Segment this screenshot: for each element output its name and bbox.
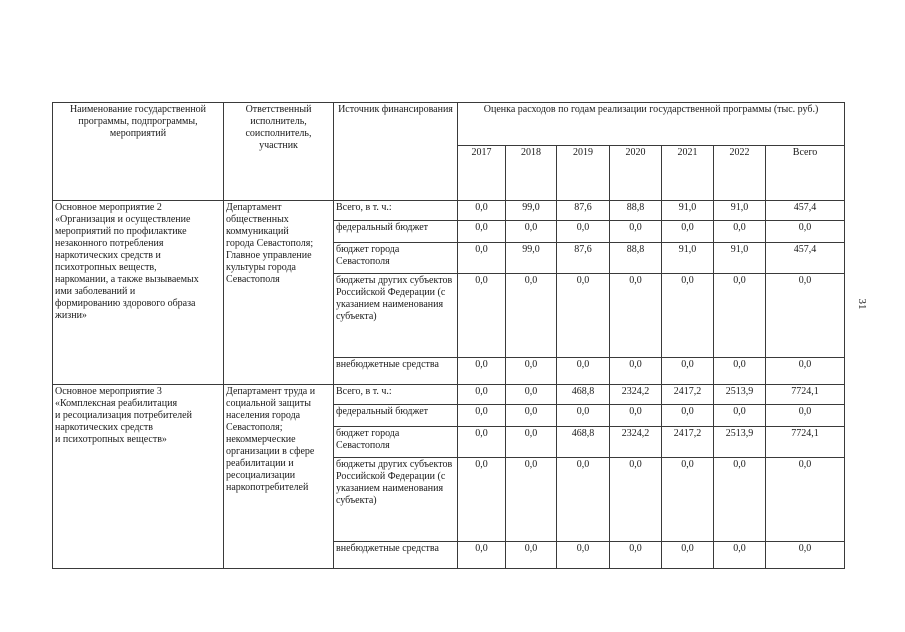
program-cell [53, 385, 224, 569]
program-line: наркотических средств [55, 422, 153, 433]
year-value-cell: 0,0 [506, 542, 557, 569]
responsible-line: коммуникаций [226, 226, 289, 237]
responsible-line: Департамент [226, 202, 282, 213]
year-value-cell: 0,0 [458, 358, 506, 385]
year-value-cell: 468,8 [557, 427, 610, 458]
funding-source-cell: Всего, в т. ч.: [334, 385, 458, 405]
header-source: Источник финансирования [334, 103, 458, 201]
year-value-cell: 0,0 [458, 201, 506, 221]
year-value-cell: 2417,2 [662, 385, 714, 405]
program-line: Основное мероприятие 3 [55, 386, 162, 397]
program-line: психотропных веществ, [55, 262, 157, 273]
program-line: и ресоциализация потребителей [55, 410, 192, 421]
funding-source-cell: бюджет города Севастополя [334, 427, 458, 458]
year-value-cell: 2513,9 [714, 385, 766, 405]
year-value-cell: 0,0 [610, 358, 662, 385]
year-value-cell: 91,0 [662, 243, 714, 274]
header-total: Всего [766, 146, 845, 201]
year-value-cell: 0,0 [458, 385, 506, 405]
program-line: жизни» [55, 310, 87, 321]
header-year: 2019 [557, 146, 610, 201]
responsible-cell [224, 201, 334, 385]
table-row [53, 201, 845, 221]
year-value-cell: 0,0 [714, 542, 766, 569]
year-value-cell: 0,0 [662, 274, 714, 358]
budget-table [52, 102, 845, 569]
responsible-line: культуры города [226, 262, 296, 273]
responsible-line: Севастополя; [226, 422, 283, 433]
year-value-cell: 91,0 [714, 201, 766, 221]
funding-source-cell: Всего, в т. ч.: [334, 201, 458, 221]
program-cell [53, 201, 224, 385]
responsible-line: населения города [226, 410, 301, 421]
total-value-cell: 0,0 [766, 358, 845, 385]
total-value-cell: 0,0 [766, 542, 845, 569]
header-program: Наименование государственной программы, подпрограммы, мероприятий [53, 103, 224, 201]
program-line: и психотропных веществ» [55, 434, 167, 445]
table-header [53, 103, 845, 201]
year-value-cell: 0,0 [662, 405, 714, 427]
year-value-cell: 91,0 [714, 243, 766, 274]
year-value-cell: 0,0 [610, 542, 662, 569]
year-value-cell: 0,0 [557, 405, 610, 427]
responsible-line: Главное управление [226, 250, 312, 261]
program-line: мероприятий по профилактике [55, 226, 187, 237]
program-line: ими заболеваний и [55, 286, 136, 297]
year-value-cell: 0,0 [557, 458, 610, 542]
year-value-cell: 0,0 [458, 542, 506, 569]
header-year: 2022 [714, 146, 766, 201]
year-value-cell: 0,0 [557, 542, 610, 569]
program-line: «Комплексная реабилитация [55, 398, 178, 409]
year-value-cell: 0,0 [458, 458, 506, 542]
responsible-line: реабилитации и [226, 458, 294, 469]
year-value-cell: 0,0 [506, 274, 557, 358]
header-year: 2021 [662, 146, 714, 201]
year-value-cell: 0,0 [557, 221, 610, 243]
header-estimate: Оценка расходов по годам реализации государственной программы (тыс. руб.) [458, 103, 845, 146]
year-value-cell: 88,8 [610, 243, 662, 274]
year-value-cell: 88,8 [610, 201, 662, 221]
total-value-cell: 0,0 [766, 405, 845, 427]
year-value-cell: 0,0 [610, 221, 662, 243]
program-line: формированию здорового образа [55, 298, 196, 309]
year-value-cell: 2417,2 [662, 427, 714, 458]
year-value-cell: 0,0 [714, 458, 766, 542]
year-value-cell: 0,0 [610, 274, 662, 358]
funding-source-cell: федеральный бюджет [334, 221, 458, 243]
table-row [53, 385, 845, 405]
total-value-cell: 0,0 [766, 458, 845, 542]
year-value-cell: 0,0 [662, 542, 714, 569]
responsible-line: организации в сфере [226, 446, 315, 457]
year-value-cell: 0,0 [714, 221, 766, 243]
responsible-line: Департамент труда и [226, 386, 316, 397]
program-line: наркотических средств и [55, 250, 161, 261]
year-value-cell: 0,0 [458, 274, 506, 358]
year-value-cell: 0,0 [458, 221, 506, 243]
funding-source-cell: бюджеты других субъектов Российской Федерации (с указанием наименования субъекта) [334, 458, 458, 542]
year-value-cell: 0,0 [557, 274, 610, 358]
year-value-cell: 87,6 [557, 243, 610, 274]
total-value-cell: 7724,1 [766, 427, 845, 458]
year-value-cell: 0,0 [557, 358, 610, 385]
year-value-cell: 99,0 [506, 201, 557, 221]
year-value-cell: 0,0 [610, 458, 662, 542]
year-value-cell: 2513,9 [714, 427, 766, 458]
page-number: 31 [856, 298, 868, 310]
header-year: 2017 [458, 146, 506, 201]
year-value-cell: 87,6 [557, 201, 610, 221]
header-year: 2020 [610, 146, 662, 201]
year-value-cell: 0,0 [506, 221, 557, 243]
year-value-cell: 0,0 [506, 405, 557, 427]
program-line: Основное мероприятие 2 [55, 202, 162, 213]
year-value-cell: 0,0 [458, 405, 506, 427]
responsible-line: наркопотребителей [226, 482, 309, 493]
funding-source-cell: внебюджетные средства [334, 358, 458, 385]
total-value-cell: 7724,1 [766, 385, 845, 405]
year-value-cell: 0,0 [506, 427, 557, 458]
year-value-cell: 91,0 [662, 201, 714, 221]
year-value-cell: 99,0 [506, 243, 557, 274]
program-line: «Организация и осуществление [55, 214, 191, 225]
year-value-cell: 468,8 [557, 385, 610, 405]
year-value-cell: 0,0 [458, 243, 506, 274]
total-value-cell: 0,0 [766, 274, 845, 358]
funding-source-cell: бюджеты других субъектов Российской Федерации (с указанием наименования субъекта) [334, 274, 458, 358]
responsible-line: общественных [226, 214, 289, 225]
year-value-cell: 0,0 [506, 358, 557, 385]
program-line: незаконного потребления [55, 238, 164, 249]
year-value-cell: 0,0 [662, 458, 714, 542]
year-value-cell: 0,0 [610, 405, 662, 427]
year-value-cell: 0,0 [714, 405, 766, 427]
year-value-cell: 2324,2 [610, 427, 662, 458]
header-responsible: Ответственный исполнитель, соисполнитель, участник [224, 103, 334, 201]
funding-source-cell: бюджет города Севастополя [334, 243, 458, 274]
year-value-cell: 0,0 [714, 358, 766, 385]
year-value-cell: 0,0 [458, 427, 506, 458]
header-year: 2018 [506, 146, 557, 201]
year-value-cell: 0,0 [506, 458, 557, 542]
funding-source-cell: внебюджетные средства [334, 542, 458, 569]
total-value-cell: 0,0 [766, 221, 845, 243]
total-value-cell: 457,4 [766, 201, 845, 221]
year-value-cell: 0,0 [662, 221, 714, 243]
year-value-cell: 0,0 [662, 358, 714, 385]
program-line: наркомании, а также вызываемых [55, 274, 199, 285]
responsible-line: ресоциализации [226, 470, 296, 481]
year-value-cell: 2324,2 [610, 385, 662, 405]
responsible-line: города Севастополя; [226, 238, 314, 249]
table-body [53, 201, 845, 569]
responsible-line: Севастополя [226, 274, 280, 285]
responsible-line: некоммерческие [226, 434, 296, 445]
responsible-cell [224, 385, 334, 569]
total-value-cell: 457,4 [766, 243, 845, 274]
year-value-cell: 0,0 [714, 274, 766, 358]
funding-source-cell: федеральный бюджет [334, 405, 458, 427]
year-value-cell: 0,0 [506, 385, 557, 405]
responsible-line: социальной защиты [226, 398, 311, 409]
